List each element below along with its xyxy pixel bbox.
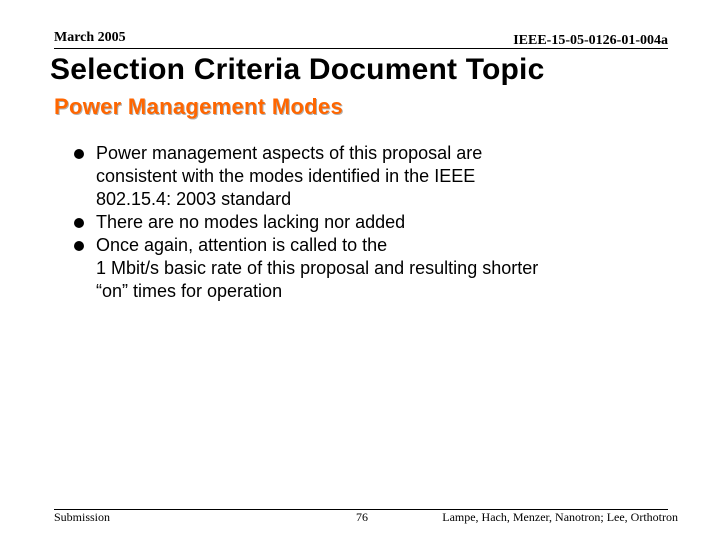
header-divider: [54, 48, 668, 49]
slide-subtitle: Power Management Modes: [54, 94, 343, 119]
bullet-item: [72, 234, 682, 303]
bullet-dot-icon: [74, 218, 84, 228]
bullet-line: consistent with the modes identified in the IEEE: [96, 166, 476, 186]
bullet-line: There are no modes lacking nor added: [96, 212, 406, 232]
footer-authors: Lampe, Hach, Menzer, Nanotron; Lee, Orthotron: [442, 510, 678, 524]
bullet-dot-icon: [74, 241, 84, 251]
slide-title: Selection Criteria Document Topic: [50, 53, 545, 86]
bullet-line: “on” times for operation: [96, 281, 283, 301]
footer-submission-label: Submission: [54, 510, 111, 524]
bullet-dot-icon: [74, 149, 84, 159]
bullet-line: 802.15.4: 2003 standard: [96, 189, 292, 209]
document-id: IEEE-15-05-0126-01-004a: [513, 33, 668, 48]
bullet-line: Power management aspects of this proposal are: [96, 143, 483, 163]
page-number: 76: [356, 510, 368, 524]
bullet-item: [72, 211, 682, 234]
header-date: March 2005: [54, 30, 126, 45]
bullet-list: [72, 142, 682, 303]
bullet-item: [72, 142, 682, 211]
bullet-line: Once again, attention is called to the: [96, 235, 388, 255]
bullet-line: 1 Mbit/s basic rate of this proposal and resulting shorter: [96, 258, 539, 278]
